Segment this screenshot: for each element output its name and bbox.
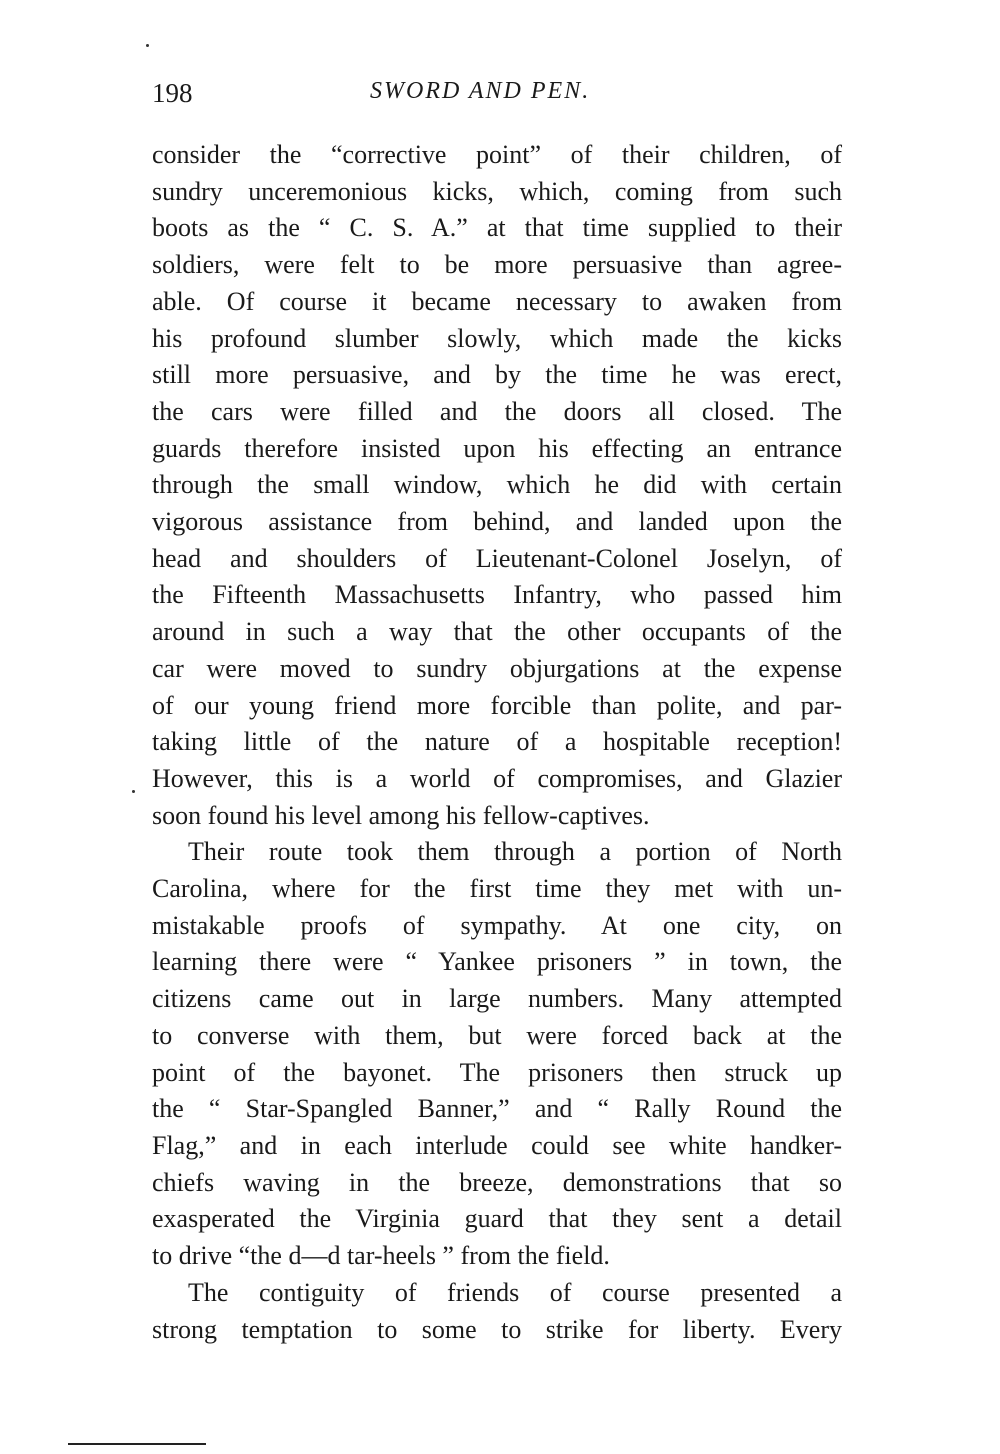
text-line: Their route took them through a portion of North bbox=[188, 837, 842, 867]
text-line: guards therefore insisted upon his effecting an entrance bbox=[152, 433, 842, 463]
text-line: around in such a way that the other occupants of the bbox=[152, 617, 842, 647]
paragraph bbox=[152, 834, 842, 1274]
text-line: soon found his level among his fellow-captives. bbox=[152, 800, 650, 830]
text-line: head and shoulders of Lieutenant-Colonel Joselyn, of bbox=[152, 543, 842, 573]
text-line: Flag,” and in each interlude could see white handker- bbox=[152, 1130, 842, 1160]
text-line: point of the bayonet. The prisoners then struck up bbox=[152, 1057, 842, 1087]
text-line: exasperated the Virginia guard that they sent a detail bbox=[152, 1204, 842, 1234]
text-line: to drive “the d—d tar-heels ” from the field. bbox=[152, 1241, 610, 1271]
text-line: the cars were filled and the doors all closed. The bbox=[152, 396, 842, 426]
page-body bbox=[152, 137, 842, 1348]
text-line: taking little of the nature of a hospitable reception! bbox=[152, 727, 842, 757]
text-line: the “ Star-Spangled Banner,” and “ Rally Round the bbox=[152, 1094, 842, 1124]
page-number: 198 bbox=[152, 78, 193, 108]
text-line: soldiers, were felt to be more persuasive than agree- bbox=[152, 250, 842, 280]
text-line: through the small window, which he did with certain bbox=[152, 470, 842, 500]
text-line: vigorous assistance from behind, and landed upon the bbox=[152, 507, 842, 537]
text-line: learning there were “ Yankee prisoners ” in town, the bbox=[152, 947, 842, 977]
text-line: mistakable proofs of sympathy. At one city, on bbox=[152, 910, 842, 940]
footer-rule bbox=[68, 1443, 206, 1445]
text-line: citizens came out in large numbers. Many attempted bbox=[152, 984, 842, 1014]
scan-speck bbox=[132, 790, 135, 793]
text-line: his profound slumber slowly, which made the kicks bbox=[152, 323, 842, 353]
text-line: chiefs waving in the breeze, demonstrations that so bbox=[152, 1167, 842, 1197]
paragraph bbox=[152, 1275, 842, 1348]
text-line: to converse with them, but were forced back at the bbox=[152, 1020, 842, 1050]
scan-speck bbox=[146, 44, 149, 47]
running-title: SWORD AND PEN. bbox=[370, 78, 591, 104]
text-line: still more persuasive, and by the time he was erect, bbox=[152, 360, 842, 390]
text-line: The contiguity of friends of course presented a bbox=[188, 1277, 842, 1307]
page-header bbox=[152, 78, 842, 112]
text-line: car were moved to sundry objurgations at the expense bbox=[152, 653, 842, 683]
text-line: However, this is a world of compromises, and Glazier bbox=[152, 763, 842, 793]
text-line: able. Of course it became necessary to awaken from bbox=[152, 286, 842, 316]
text-line: strong temptation to some to strike for liberty. Every bbox=[152, 1314, 842, 1344]
text-line: Carolina, where for the first time they met with un- bbox=[152, 874, 842, 904]
text-line: sundry unceremonious kicks, which, coming from such bbox=[152, 176, 842, 206]
paragraph bbox=[152, 137, 842, 834]
text-line: consider the “corrective point” of their children, of bbox=[152, 140, 842, 169]
text-line: boots as the “ C. S. A.” at that time supplied to their bbox=[152, 213, 842, 243]
text-line: of our young friend more forcible than polite, and par- bbox=[152, 690, 842, 720]
text-line: the Fifteenth Massachusetts Infantry, who passed him bbox=[152, 580, 842, 610]
